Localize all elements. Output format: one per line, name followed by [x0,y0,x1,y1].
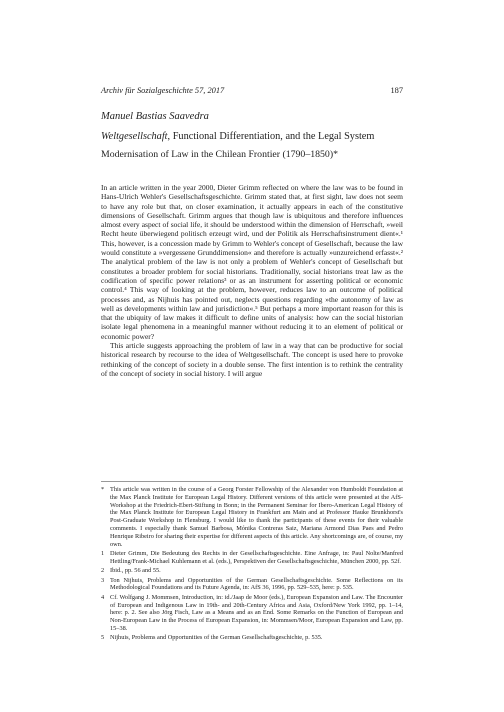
footnote [101,550,403,566]
footnote-mark: 1 [101,549,105,557]
footnote-mark: 3 [101,576,105,584]
footnote-mark: 4 [101,593,105,601]
article-author: Manuel Bastias Saavedra [101,111,209,122]
page-number: 187 [390,86,403,95]
footnote-divider [101,481,403,482]
body-text [101,183,403,378]
footnote [101,567,403,575]
article-title [101,130,411,143]
article-subtitle: Modernisation of Law in the Chilean Frontier (1790–1850)* [101,149,338,160]
body-paragraph: This article suggests approaching the problem of law in a way that can be productive for social historical research by recourse to the idea of Weltgesellschaft. The concept is used here to provoke rethinking of the concept of society in a double sense. The first intention is to rethink the centrality of the concept of society in social history. I will argue [101,341,403,378]
footnote-mark: * [101,486,105,493]
footnote-mark: 2 [101,567,105,575]
footnote-text: Nijhuis, Problems and Opportunities of the German Gesellschaftsgeschichte, p. 535. [110,634,323,642]
footnote-mark: 5 [101,634,105,642]
footnote-text: Dieter Grimm, Die Bedeutung des Rechts in der Gesellschaftsgeschichte. Eine Anfrage, in: Paul Nolte/Manfred Hettling/Frank-Michael Kuhlemann et al. (eds.), Perspektiven der Gesellschaftsgeschichte, München 2000, pp. 52f. [110,549,403,565]
footnote [101,594,403,633]
footnote-text: Ibid., pp. 56 and 55. [110,567,161,575]
footnotes [101,486,403,644]
running-head: Archiv für Sozialgeschichte 57, 2017 [101,86,225,95]
article-title-italic: Weltgesellschaft [101,131,168,142]
footnote-text: This article was written in the course of a Georg Forster Fellowship of the Alexander von Humboldt Foundation at the Max Planck Institute for European Legal History. Different versions of this article were presented at the AfS-Workshop at the Friedrich-Ebert-Stiftung in Bonn; in the Permanent Seminar for Ibero-American Legal History of the Max Planck Institute for European Legal History in Frankfurt am Main and at Professor Hauke Brunkhorst's Post-Graduate Workshop in Flensburg. I would like to thank the participants of these events for their valuable comments. I especially thank Samuel Barbosa, Mónika Contreras Saiz, Mariana Armond Dias Paes and Pedro Henrique Ribeiro for sharing their expertise for different aspects of this article. Any shortcomings are, of course, my own. [110,486,403,548]
footnote-text: Cf. Wolfgang J. Mommsen, Introduction, in: id./Jaap de Moor (eds.), European Expansion and Law. The Encounter of European and Indigenous Law in 19th- and 20th-Century Africa and Asia, Oxford/New York 1992, pp. 1–14, here: p. 2. See also Jörg Fisch, Law as a Means and as an End. Some Remarks on the Function of European and Non-European Law in the Process of European Expansion, in: Mommsen/Moor, European Expansion and Law, pp. 15–38. [110,593,403,632]
article-title-rest: , Functional Differentiation, and the Legal System [167,131,375,142]
footnote-text: Ton Nijhuis, Problems and Opportunities of the German Gesellschaftsgeschichte. Some Reflections on its Methodological Foundations and its Future Agenda, in: AfS 36, 1996, pp. 529–535, here: p. 535. [110,576,403,592]
body-paragraph: In an article written in the year 2000, Dieter Grimm reflected on where the law was to be found in Hans-Ulrich Wehler's Gesellschaftsgeschichte. Grimm stated that, at first sight, law does not seem to have any role but that, on closer examination, it actually appears in each of the constitutive dimensions of Gesellschaft. Grimm argues that though law is ubiquitous and therefore influences almost every aspect of social life, it should be understood within the dimension of Herrschaft, »weil Recht heute überwiegend politisch erzeugt wird, und der Politik als Herrschaftsinstrument dient«.¹ This, however, is a concession made by Grimm to Wehler's concept of Gesellschaft, because the law would constitute a »vergessene Grunddimension« and therefore is actually »unzureichend erfasst«.² The analytical problem of the law is not only a problem of Wehler's concept of Gesellschaft but constitutes a broader problem for social historians. Traditionally, social historians treat law as the codification of specific power relations³ or as an instrument for asserting political or economic control.⁴ This way of looking at the problem, however, reduces law to an outcome of political processes and, as Nijhuis has pointed out, neglects questions regarding »the autonomy of law as well as developments within law and jurisdiction«.⁵ But perhaps a more important reason for this is that the ubiquity of law makes it difficult to define units of analysis: how can the social historian isolate legal phenomena in a meaningful manner without reducing it to an element of political or economic power? [101,183,403,341]
footnote [101,634,403,642]
footnote [101,486,403,548]
footnote [101,577,403,593]
